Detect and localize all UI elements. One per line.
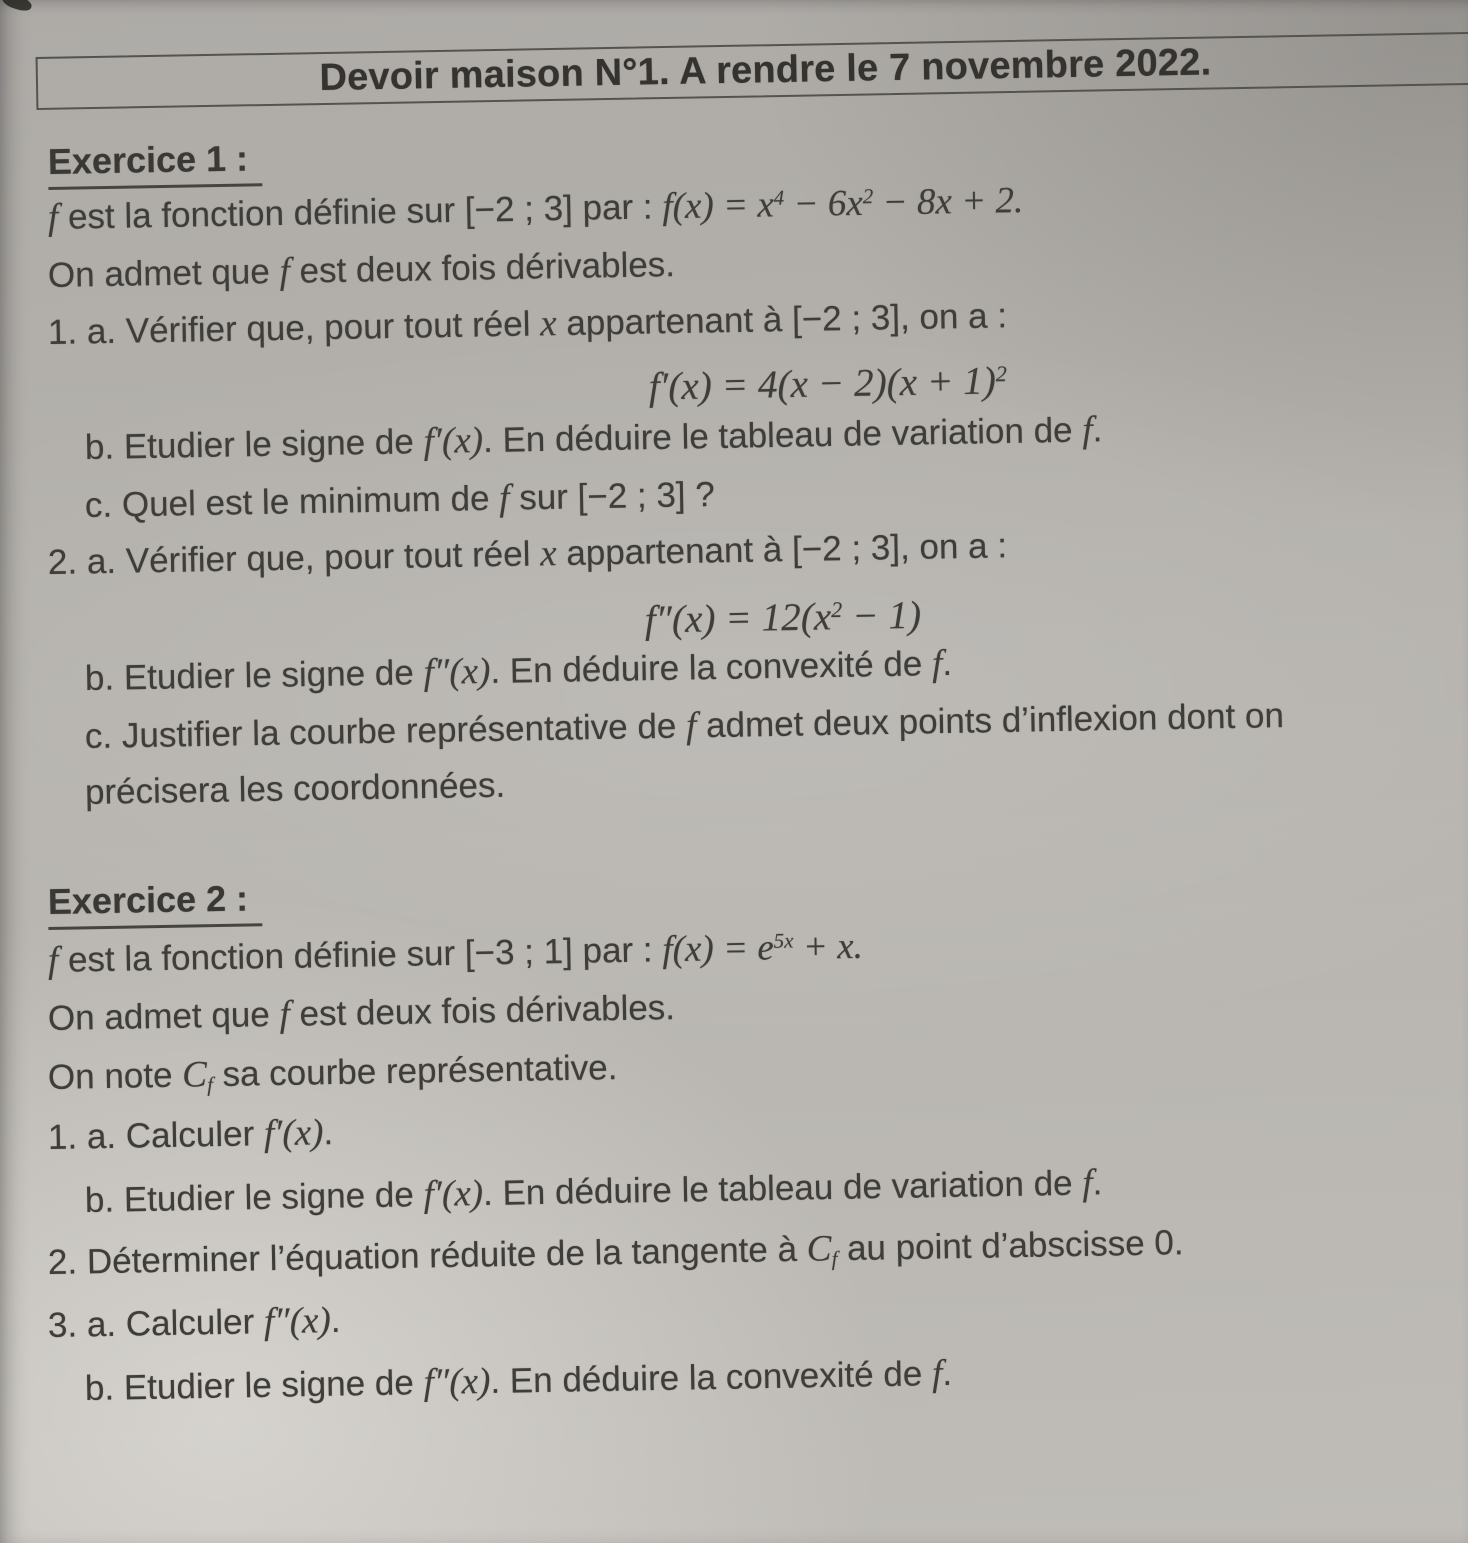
exercise1-formula2: [48, 583, 1468, 653]
exercise2-q3a-line: [48, 1300, 341, 1348]
text-segment: 1. a. Vérifier que, pour tout réel: [47, 304, 541, 352]
text-segment: est la fonction définie sur [−3 ; 1] par :: [57, 930, 663, 980]
exercise1-q2c-line2: [85, 766, 506, 814]
math-segment: x: [539, 303, 557, 345]
text-segment: c. Quel est le minimum de: [84, 478, 500, 525]
text-segment: On admet que: [47, 994, 280, 1038]
text-segment: On note: [47, 1055, 183, 1097]
exercise2-note-line: [48, 1047, 618, 1100]
exercise1-intro-line: [48, 180, 1024, 240]
superscript: 2: [862, 184, 874, 209]
exercise1-q2c-line1: [85, 695, 1285, 759]
exercise1-q1c-line: [85, 474, 716, 528]
math-segment: f″(x): [263, 1300, 332, 1343]
text-segment: b. Etudier le signe de: [84, 1175, 424, 1220]
text-segment: sur [−2 ; 3] ?: [509, 475, 716, 518]
document-title: Devoir maison N°1. A rendre le 7 novembre 2022.: [319, 41, 1212, 100]
title-box: [36, 32, 1468, 110]
exercise1-q2a-line: [48, 525, 1008, 584]
subscript: f: [831, 1246, 838, 1271]
exercise1-q2b-line: [85, 643, 953, 701]
text-segment: . En déduire la convexité de: [490, 1354, 933, 1401]
exercise1-q1a-line: [48, 295, 1008, 354]
text-segment: est la fonction définie sur [−2 ; 3] par :: [57, 187, 663, 237]
exercise2-heading: [48, 877, 263, 930]
exercise1-formula1: [48, 350, 1468, 420]
text-segment: sa courbe représentative.: [212, 1048, 618, 1095]
text-segment: 2. Déterminer l’équation réduite de la tangente à: [47, 1229, 808, 1282]
text-segment: 1. a. Calculer: [47, 1114, 265, 1157]
math-segment: f′(x) = 4(x − 2)(x + 1): [648, 359, 997, 409]
heading-text: Exercice 1 :: [48, 137, 263, 190]
exercise2-intro-line: [48, 926, 864, 983]
math-segment: f: [685, 705, 697, 747]
math-segment: x: [539, 533, 557, 575]
math-segment: f(x) = e: [661, 927, 775, 971]
math-segment: f′(x): [423, 1173, 484, 1216]
text-segment: appartenant à [−2 ; 3], on a :: [556, 526, 1008, 574]
math-segment: C: [806, 1228, 832, 1270]
text-segment: est deux fois dérivables.: [289, 245, 676, 291]
math-segment: C: [181, 1054, 208, 1096]
math-segment: f: [1081, 409, 1093, 451]
text-segment: .: [330, 1300, 341, 1341]
text-segment: On admet que: [47, 251, 280, 295]
math-segment: f: [1081, 1162, 1093, 1204]
photo-corner-artifact: [1, 0, 34, 13]
text-segment: c. Justifier la courbe représentative de: [84, 706, 687, 756]
superscript: 2: [995, 361, 1008, 387]
text-segment: au point d’abscisse 0.: [836, 1223, 1184, 1269]
math-segment: + x.: [793, 925, 864, 968]
math-segment: f: [931, 1353, 943, 1395]
math-segment: f: [279, 250, 291, 292]
text-segment: . En déduire le tableau de variation de: [482, 410, 1083, 461]
math-segment: f′(x): [423, 420, 484, 463]
exercise2-q3b-line: [85, 1353, 953, 1411]
text-segment: . En déduire le tableau de variation de: [482, 1163, 1083, 1214]
math-segment: f: [279, 993, 291, 1035]
heading-text: Exercice 2 :: [48, 877, 263, 930]
text-segment: 2. a. Vérifier que, pour tout réel: [47, 534, 541, 582]
math-segment: − 1): [841, 593, 922, 639]
math-segment: f″(x) = 12(x: [644, 595, 832, 642]
text-segment: précisera les coordonnées.: [84, 765, 506, 812]
text-segment: 3. a. Calculer: [47, 1302, 265, 1345]
exercise1-admet-line: [48, 244, 676, 298]
text-segment: est deux fois dérivables.: [289, 988, 676, 1034]
math-segment: f(x) = x: [661, 184, 775, 228]
text-segment: b. Etudier le signe de: [84, 653, 424, 698]
text-segment: .: [1092, 410, 1103, 450]
math-segment: f: [498, 477, 510, 519]
superscript: 5x: [773, 928, 794, 953]
exercise1-heading: [48, 137, 263, 190]
text-segment: admet deux points d’inflexion dont on: [696, 696, 1285, 746]
text-segment: .: [1092, 1163, 1103, 1203]
exercise2-q2-line: [48, 1222, 1184, 1284]
text-segment: .: [323, 1113, 334, 1153]
text-segment: .: [941, 1353, 953, 1394]
math-segment: f″(x): [423, 650, 491, 694]
exercise2-q1b-line: [85, 1162, 1103, 1222]
text-segment: . En déduire la convexité de: [490, 644, 933, 691]
math-segment: f: [931, 643, 943, 685]
text-segment: .: [941, 643, 953, 684]
text-segment: b. Etudier le signe de: [84, 422, 424, 467]
math-segment: − 6x: [783, 182, 864, 226]
exercise2-admet-line: [48, 987, 676, 1041]
math-segment: f: [47, 939, 59, 981]
math-segment: f′(x): [263, 1112, 324, 1155]
exercise2-q1a-line: [48, 1112, 334, 1160]
text-segment: b. Etudier le signe de: [84, 1363, 424, 1408]
math-segment: − 8x + 2.: [872, 179, 1024, 224]
math-segment: f: [47, 196, 59, 238]
superscript: 2: [830, 596, 843, 623]
subscript: f: [206, 1072, 214, 1097]
text-segment: appartenant à [−2 ; 3], on a :: [556, 296, 1008, 344]
exercise1-q1b-line: [85, 409, 1103, 469]
superscript: 4: [773, 185, 785, 210]
math-segment: f″(x): [423, 1360, 491, 1404]
